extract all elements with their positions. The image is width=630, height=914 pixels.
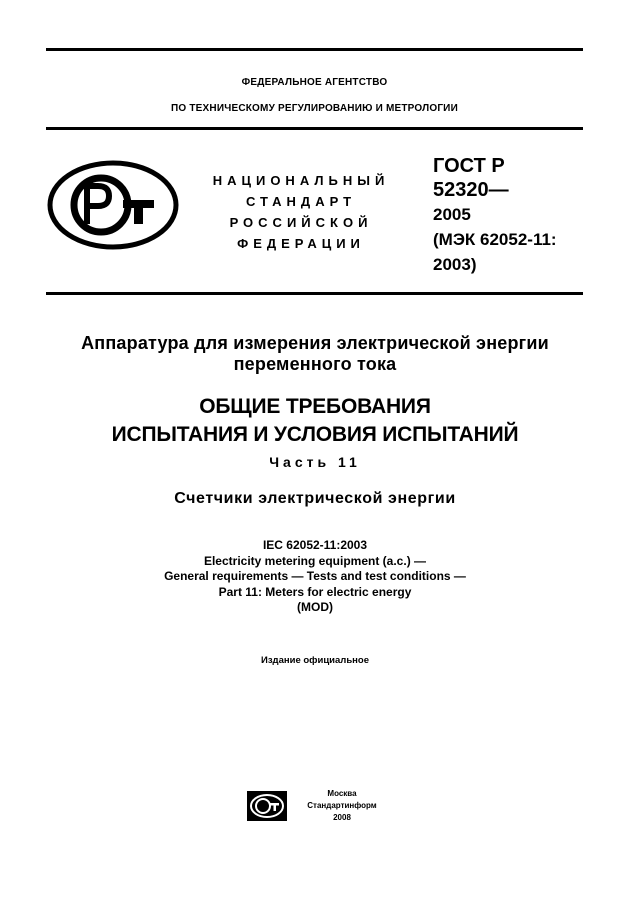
iec-line-2: Electricity metering equipment (a.c.) — bbox=[203, 553, 427, 568]
iec-reference bbox=[30, 538, 600, 616]
iec-line-5: (MOD) bbox=[297, 600, 333, 614]
edition-note: Издание официальное bbox=[261, 655, 369, 666]
upper-divider bbox=[46, 127, 583, 130]
iec-line-3: General requirements — Tests and test conditions — bbox=[164, 569, 466, 583]
designation-line-3: 2005 bbox=[433, 205, 471, 224]
iec-line-4: Part 11: Meters for electric energy bbox=[218, 584, 412, 599]
national-standard-line: ФЕДЕРАЦИИ bbox=[237, 236, 365, 251]
agency-line-2: ПО ТЕХНИЧЕСКОМУ РЕГУЛИРОВАНИЮ И МЕТРОЛОГИИ bbox=[171, 103, 458, 114]
uppercase-title bbox=[30, 393, 600, 449]
publisher-logo-icon bbox=[246, 790, 288, 822]
national-standard-label bbox=[196, 170, 406, 254]
main-title-line-1: Аппаратура для измерения электрической энергии bbox=[81, 333, 549, 353]
main-title bbox=[30, 333, 600, 375]
designation-line-5: 2003) bbox=[433, 255, 477, 274]
designation-line-2: 52320— bbox=[433, 179, 509, 201]
designation-line-4: (МЭК 62052-11: bbox=[433, 230, 557, 249]
uppercase-title-line-2: ИСПЫТАНИЯ И УСЛОВИЯ ИСПЫТАНИЙ bbox=[111, 423, 519, 446]
gost-r-logo-icon bbox=[47, 160, 179, 250]
designation-line-1: ГОСТ Р bbox=[433, 155, 505, 177]
uppercase-title-line-1: ОБЩИЕ ТРЕБОВАНИЯ bbox=[199, 395, 431, 418]
national-standard-line: РОССИЙСКОЙ bbox=[229, 215, 373, 230]
publisher-year: 2008 bbox=[333, 813, 351, 822]
iec-line-1: IEC 62052-11:2003 bbox=[262, 538, 368, 552]
publisher-info bbox=[294, 788, 390, 824]
national-standard-line: НАЦИОНАЛЬНЫЙ bbox=[212, 173, 390, 188]
standard-designation bbox=[433, 154, 557, 277]
agency-line-1: ФЕДЕРАЛЬНОЕ АГЕНТСТВО bbox=[241, 77, 388, 88]
publisher-city: Москва bbox=[327, 789, 357, 798]
subtitle: Счетчики электрической энергии bbox=[174, 490, 456, 507]
publisher-name: Стандартинформ bbox=[307, 801, 377, 810]
main-title-line-2: переменного тока bbox=[233, 354, 397, 374]
national-standard-line: СТАНДАРТ bbox=[245, 194, 357, 209]
lower-divider bbox=[46, 292, 583, 295]
part-label: Часть 11 bbox=[269, 454, 361, 470]
top-rule bbox=[46, 48, 583, 51]
